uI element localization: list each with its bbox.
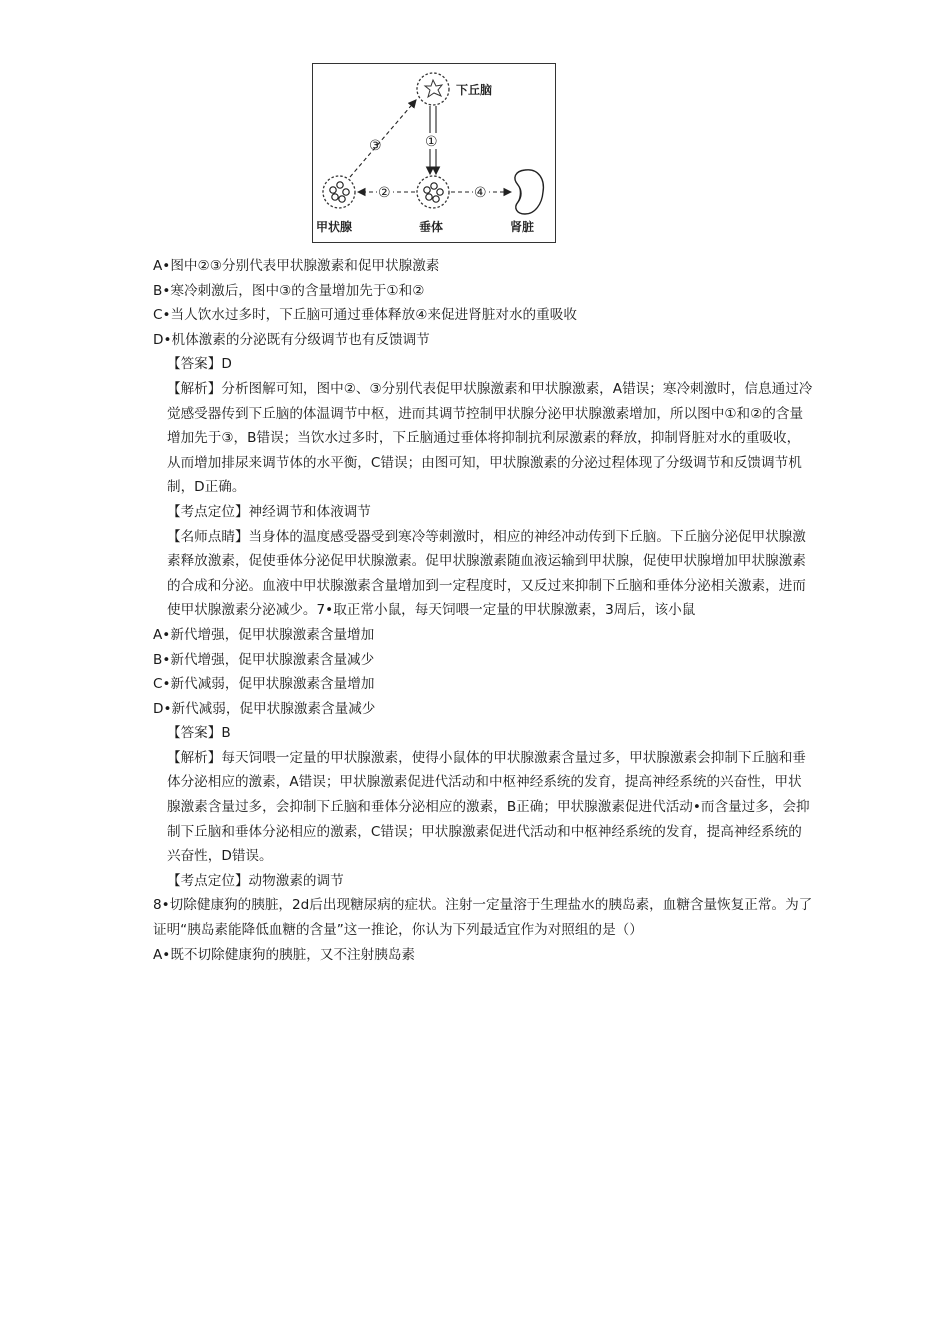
thyroid-label: 甲状腺: [316, 220, 353, 234]
q6-option-a: A•图中②③分别代表甲状腺激素和促甲状腺激素: [153, 258, 440, 274]
q7-option-b: B•新代增强，促甲状腺激素含量减少: [153, 651, 375, 668]
q7-analysis: 【解析】每天饲喂一定量的甲状腺激素，使得小鼠体的甲状腺激素含量过多，甲状腺激素会抑制下丘脑和垂体分泌相应的激素，A错误；甲状腺激素促进代活动和中枢神经系统的发育，提高神经系统的兴奋性，甲状腺激素含量过多，会抑制下丘脑和垂体分泌相应的激素，B正确；甲状腺激素促进代活动•而含量过多，会抑制下丘脑和垂体分泌相应的激素，C错误；甲状腺激素促进代活动和中枢神经系统的发育，提高神经系统的兴奋性，D错误。: [167, 749, 810, 865]
pituitary-node: [417, 176, 449, 208]
arrow-1: [424, 106, 442, 174]
arrow-3-number: ③: [369, 138, 382, 154]
q7-option-a: A•新代增强，促甲状腺激素含量增加: [153, 626, 375, 643]
q8-option-a: A•既不切除健康狗的胰脏，又不注射胰岛素: [153, 946, 416, 963]
arrow-1-number: ①: [425, 134, 438, 150]
q6-teacher-tip: 【名师点睛】当身体的温度感受器受到寒冷等刺激时，相应的神经冲动传到下丘脑。下丘脑分泌促甲状腺激素释放激素，促使垂体分泌促甲状腺激素。促甲状腺激素随血液运输到甲状腺，促使甲状腺增加甲状腺激素的合成和分泌。血液中甲状腺激素含量增加到一定程度时，又反过来抑制下丘脑和垂体分泌相关激素，进而使甲状腺激素分泌减少。7•取正常小鼠，每天饲喂一定量的甲状腺激素，3周后，该小鼠: [167, 528, 806, 619]
hypothalamus-node: [417, 73, 449, 105]
q6-analysis: 【解析】分析图解可知，图中②、③分别代表促甲状腺激素和甲状腺激素，A错误；寒冷刺激时，信息通过冷觉感受器传到下丘脑的体温调节中枢，进而其调节控制甲状腺分泌甲状腺激素增加，所以图中①和②的含量增加先于③，B错误；当饮水过多时，下丘脑通过垂体将抑制抗利尿激素的释放，抑制肾脏对水的重吸收，从而增加排尿来调节体的水平衡，C错误；由图可知，甲状腺激素的分泌过程体现了分级调节和反馈调节机制，D正确。: [167, 380, 813, 496]
q8-stem: 8•切除健康狗的胰脏，2d后出现糖尿病的症状。注射一定量溶于生理盐水的胰岛素，血糖含量恢复正常。为了证明“胰岛素能降低血糖的含量”这一推论，你认为下列最适宜作为对照组的是（）: [153, 897, 813, 939]
kidney-label: 肾脏: [510, 220, 535, 234]
diagram-svg: [313, 64, 554, 241]
q7-option-d: D•新代减弱，促甲状腺激素含量减少: [153, 700, 376, 717]
q6-option-c: C•当人饮水过多时，下丘脑可通过垂体释放④来促进肾脏对水的重吸收: [153, 307, 577, 324]
arrow-4: [451, 184, 511, 201]
q6-answer: 【答案】D: [167, 356, 232, 373]
arrow-4-number: ④: [474, 185, 487, 201]
thyroid-node: [323, 176, 355, 208]
q6-option-d: D•机体激素的分泌既有分级调节也有反馈调节: [153, 331, 430, 348]
hormone-regulation-diagram: [312, 63, 556, 243]
arrow-3: [350, 100, 416, 177]
q7-option-c: C•新代减弱，促甲状腺激素含量增加: [153, 676, 375, 693]
q6-option-b: B•寒冷刺激后，图中③的含量增加先于①和②: [153, 282, 425, 299]
hypothalamus-label: 下丘脑: [456, 83, 493, 97]
q7-answer: 【答案】B: [167, 725, 231, 742]
kidney-icon: [515, 170, 543, 214]
document-body: [153, 254, 813, 967]
arrow-2: [358, 184, 415, 201]
q6-topic: 【考点定位】神经调节和体液调节: [167, 503, 371, 520]
q7-topic: 【考点定位】动物激素的调节: [167, 872, 344, 889]
pituitary-label: 垂体: [419, 220, 444, 234]
arrow-2-number: ②: [378, 185, 391, 201]
